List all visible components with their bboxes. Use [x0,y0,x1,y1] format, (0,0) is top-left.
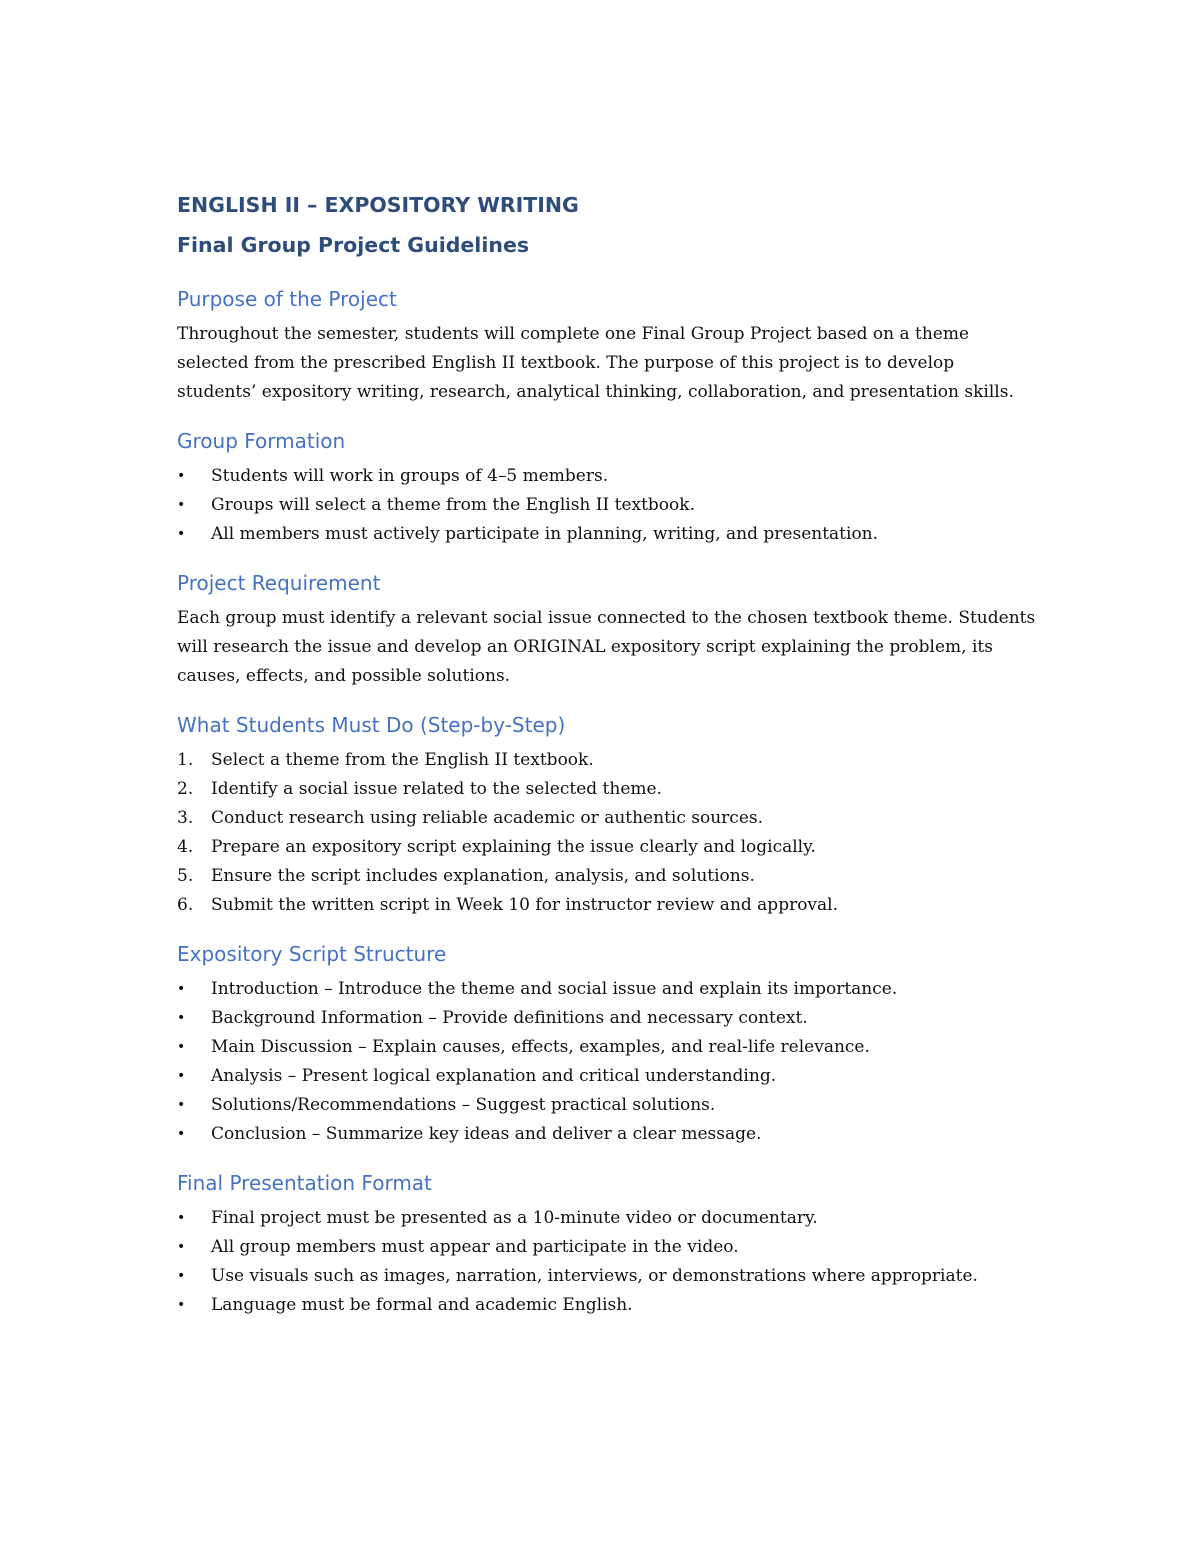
list-item-text: Students will work in groups of 4–5 members. [211,466,609,486]
step-number: 2. [177,779,194,799]
list-item [177,862,1037,891]
list-item-text: Groups will select a theme from the English II textbook. [211,495,695,515]
presentation-list [177,1204,1037,1320]
group-formation-list [177,462,1037,549]
list-item-text: Main Discussion – Explain causes, effects, examples, and real-life relevance. [211,1037,870,1057]
list-item [177,1091,1037,1120]
list-item [177,775,1037,804]
bullet-icon: • [177,526,186,542]
document-subtitle: Final Group Project Guidelines [177,233,530,257]
bullet-icon: • [177,1010,186,1026]
list-item-text: Conclusion – Summarize key ideas and deliver a clear message. [211,1124,762,1144]
section-heading-purpose: Purpose of the Project [177,287,397,311]
bullet-icon: • [177,1210,186,1226]
list-item-text: Conduct research using reliable academic or authentic sources. [211,808,764,828]
list-item [177,804,1037,833]
list-item [177,520,1037,549]
list-item-text: Analysis – Present logical explanation and critical understanding. [211,1066,777,1086]
list-item-text: Submit the written script in Week 10 for instructor review and approval. [211,895,839,915]
section-heading-presentation: Final Presentation Format [177,1171,432,1195]
bullet-icon: • [177,497,186,513]
list-item-text: Language must be formal and academic English. [211,1295,633,1315]
list-item [177,975,1037,1004]
bullet-icon: • [177,1268,186,1284]
list-item [177,1033,1037,1062]
project-requirement-paragraph: Each group must identify a relevant social issue connected to the chosen textbook theme. Students will research the issue and develop an ORIGINAL expository script explaining the problem, its causes, effects, and possible solutions. [177,608,1036,686]
step-number: 4. [177,837,194,857]
list-item-text: Ensure the script includes explanation, analysis, and solutions. [211,866,755,886]
bullet-icon: • [177,1297,186,1313]
list-item [177,1062,1037,1091]
section-heading-group-formation: Group Formation [177,429,346,453]
list-item-text: Final project must be presented as a 10-minute video or documentary. [211,1208,818,1228]
step-number: 5. [177,866,194,886]
list-item-text: Background Information – Provide definitions and necessary context. [211,1008,808,1028]
list-item [177,833,1037,862]
list-item [177,1120,1037,1149]
list-item [177,1262,1037,1291]
bullet-icon: • [177,1097,186,1113]
structure-list [177,975,1037,1149]
list-item [177,1204,1037,1233]
document-title: ENGLISH II – EXPOSITORY WRITING [177,193,579,217]
list-item [177,1291,1037,1320]
bullet-icon: • [177,1239,186,1255]
list-item [177,746,1037,775]
steps-list [177,746,1037,920]
bullet-icon: • [177,1039,186,1055]
list-item [177,891,1037,920]
section-heading-steps: What Students Must Do (Step-by-Step) [177,713,566,737]
list-item [177,1004,1037,1033]
bullet-icon: • [177,468,186,484]
list-item-text: Select a theme from the English II textbook. [211,750,594,770]
bullet-icon: • [177,1126,186,1142]
bullet-icon: • [177,981,186,997]
list-item-text: Prepare an expository script explaining the issue clearly and logically. [211,837,816,857]
list-item-text: Solutions/Recommendations – Suggest practical solutions. [211,1095,716,1115]
list-item [177,491,1037,520]
step-number: 3. [177,808,194,828]
list-item-text: Use visuals such as images, narration, interviews, or demonstrations where appropriate. [211,1266,978,1286]
section-heading-structure: Expository Script Structure [177,942,447,966]
list-item-text: Introduction – Introduce the theme and social issue and explain its importance. [211,979,898,999]
list-item-text: Identify a social issue related to the selected theme. [211,779,662,799]
bullet-icon: • [177,1068,186,1084]
document-content [177,190,1037,1320]
list-item [177,1233,1037,1262]
list-item-text: All group members must appear and participate in the video. [211,1237,739,1257]
purpose-paragraph: Throughout the semester, students will complete one Final Group Project based on a theme selected from the prescribed English II textbook. The purpose of this project is to develop students’ expository writing, research, analytical thinking, collaboration, and presentation skills. [177,324,1014,402]
section-heading-project-requirement: Project Requirement [177,571,381,595]
list-item-text: All members must actively participate in planning, writing, and presentation. [211,524,879,544]
step-number: 6. [177,895,194,915]
list-item [177,462,1037,491]
step-number: 1. [177,750,194,770]
